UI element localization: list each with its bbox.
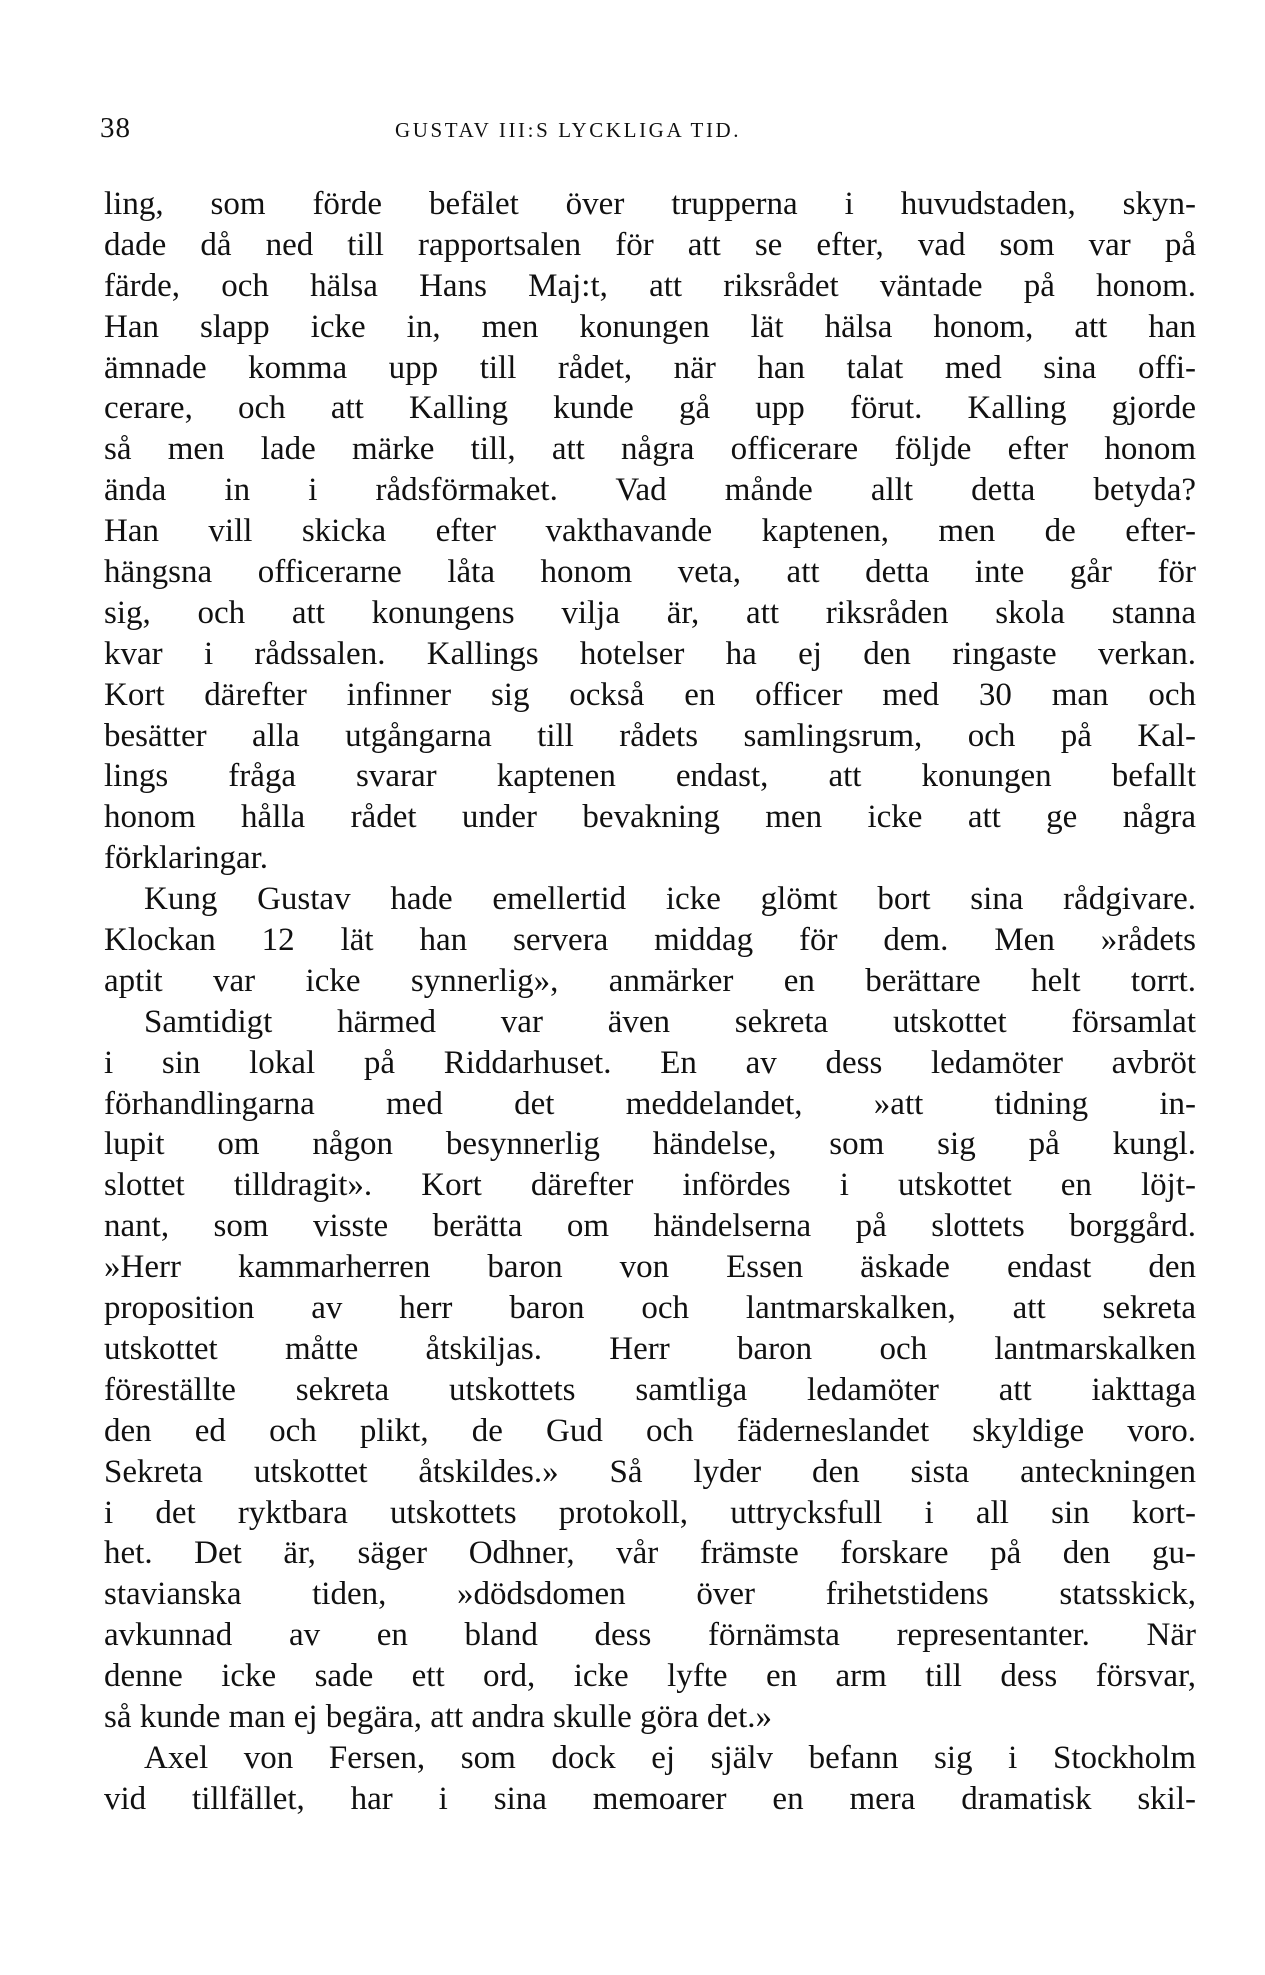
body-text — [104, 184, 1196, 1820]
running-head — [100, 112, 1200, 152]
text-line: cerare, och att Kalling kunde gå upp förut. Kalling gjorde — [104, 390, 1196, 427]
text-line: proposition av herr baron och lantmarskalken, att sekreta — [104, 1290, 1196, 1327]
text-line: hängsna officerarne låta honom veta, att detta inte går för — [104, 554, 1196, 591]
text-line: lupit om någon besynnerlig händelse, som sig på kungl. — [104, 1126, 1196, 1163]
text-line: Han vill skicka efter vakthavande kaptenen, men de efter- — [104, 513, 1196, 550]
text-line: lings fråga svarar kaptenen endast, att konungen befallt — [104, 758, 1196, 795]
text-line: het. Det är, säger Odhner, vår främste forskare på den gu- — [104, 1535, 1196, 1572]
text-line: sig, och att konungens vilja är, att riksråden skola stanna — [104, 594, 1196, 631]
paragraph — [104, 879, 1196, 1002]
text-line: så men lade märke till, att några officerare följde efter honom — [104, 431, 1196, 468]
text-line: Kort därefter infinner sig också en officer med 30 man och — [104, 676, 1196, 713]
text-line: stavianska tiden, »dödsdomen över frihetstidens statsskick, — [104, 1576, 1196, 1613]
text-line: ända in i rådsförmaket. Vad månde allt detta betyda? — [104, 472, 1196, 509]
text-line: i det ryktbara utskottets protokoll, uttrycksfull i all sin kort- — [104, 1494, 1196, 1531]
paragraph — [104, 1738, 1196, 1820]
text-line: vid tillfället, har i sina memoarer en mera dramatisk skil- — [104, 1780, 1196, 1817]
text-line: i sin lokal på Riddarhuset. En av dess ledamöter avbröt — [104, 1044, 1196, 1081]
text-line: denne icke sade ett ord, icke lyfte en arm till dess försvar, — [104, 1658, 1196, 1695]
text-line: färde, och hälsa Hans Maj:t, att riksrådet väntade på honom. — [104, 267, 1196, 304]
text-line: Kung Gustav hade emellertid icke glömt bort sina rådgivare. — [144, 881, 1196, 918]
text-line: Samtidigt härmed var även sekreta utskottet församlat — [144, 1003, 1196, 1040]
text-line: utskottet måtte åtskiljas. Herr baron och lantmarskalken — [104, 1330, 1196, 1367]
text-line: Klockan 12 lät han servera middag för dem. Men »rådets — [104, 922, 1196, 959]
text-line: dade då ned till rapportsalen för att se efter, vad som var på — [104, 226, 1196, 263]
text-line: aptit var icke synnerlig», anmärker en berättare helt torrt. — [104, 962, 1196, 999]
text-line: Sekreta utskottet åtskildes.» Så lyder den sista anteckningen — [104, 1453, 1196, 1490]
text-line: ämnade komma upp till rådet, när han talat med sina offi- — [104, 349, 1196, 386]
text-line: nant, som visste berätta om händelserna på slottets borggård. — [104, 1208, 1196, 1245]
text-line: så kunde man ej begära, att andra skulle göra det.» — [104, 1698, 772, 1735]
text-line: den ed och plikt, de Gud och fäderneslandet skyldige voro. — [104, 1412, 1196, 1449]
text-line: »Herr kammarherren baron von Essen äskade endast den — [104, 1249, 1196, 1286]
text-line: besätter alla utgångarna till rådets samlingsrum, och på Kal- — [104, 717, 1196, 754]
text-line: kvar i rådssalen. Kallings hotelser ha ej den ringaste verkan. — [104, 635, 1196, 672]
text-line: Axel von Fersen, som dock ej själv befann sig i Stockholm — [144, 1739, 1196, 1776]
paragraph — [104, 184, 1196, 879]
running-title: GUSTAV III:S LYCKLIGA TID. — [395, 118, 742, 142]
text-line: honom hålla rådet under bevakning men icke att ge några — [104, 799, 1196, 836]
page-number: 38 — [100, 112, 131, 144]
text-line: Han slapp icke in, men konungen lät hälsa honom, att han — [104, 308, 1196, 345]
text-line: förhandlingarna med det meddelandet, »att tidning in- — [104, 1085, 1196, 1122]
text-line: föreställte sekreta utskottets samtliga ledamöter att iakttaga — [104, 1371, 1196, 1408]
text-line: slottet tilldragit». Kort därefter infördes i utskottet en löjt- — [104, 1167, 1196, 1204]
text-line: förklaringar. — [104, 840, 269, 877]
text-line: ling, som förde befälet över trupperna i huvudstaden, skyn- — [104, 186, 1196, 222]
text-line: avkunnad av en bland dess förnämsta representanter. När — [104, 1617, 1196, 1654]
paragraph — [104, 1002, 1196, 1738]
